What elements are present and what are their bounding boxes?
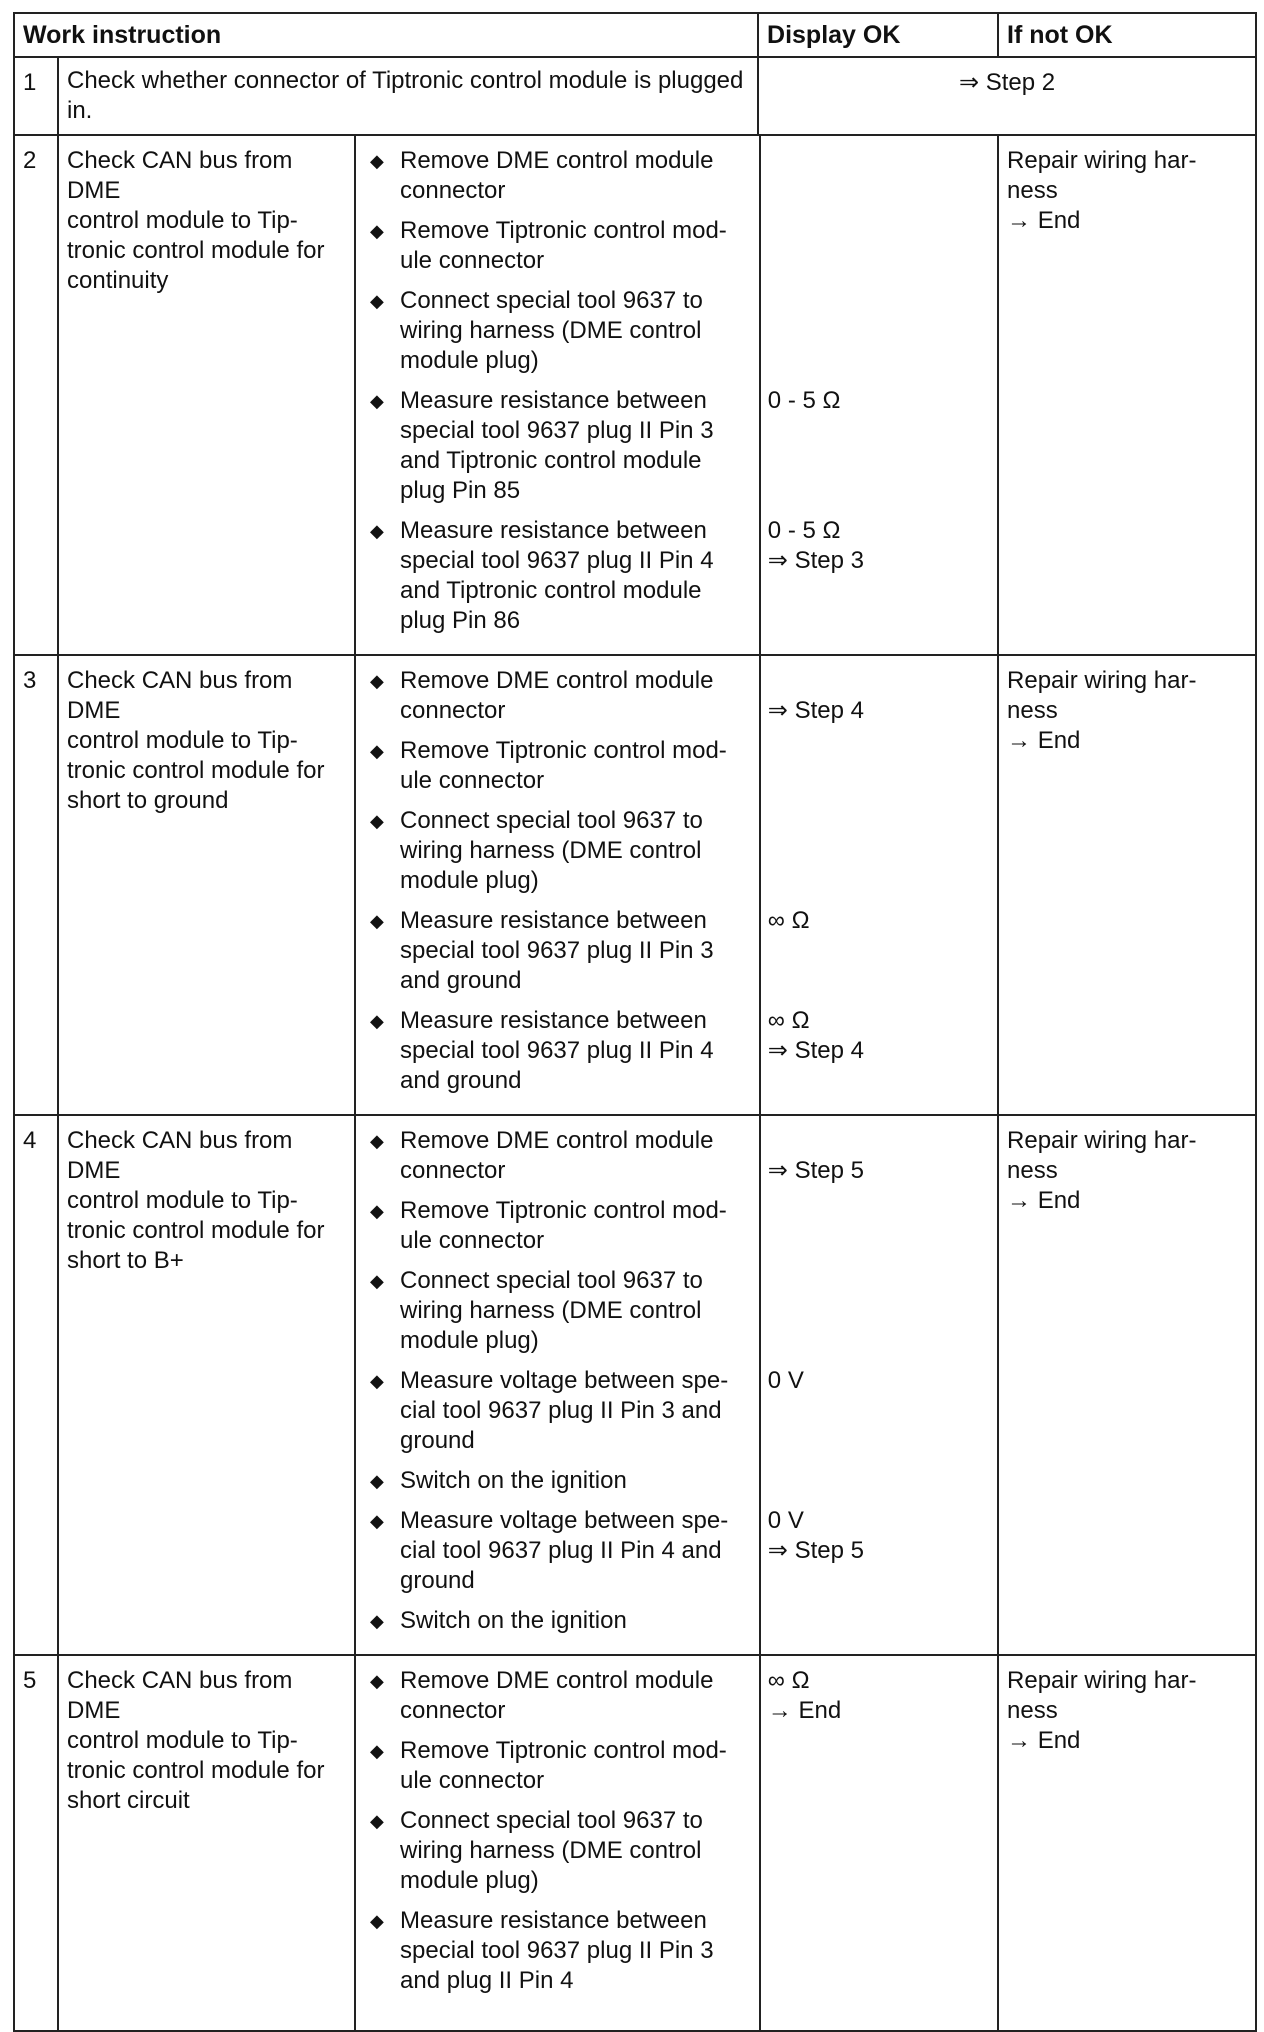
action-display-ok <box>758 146 997 206</box>
action-item <box>356 1906 997 1996</box>
bullet-icon: ◆ <box>370 671 384 691</box>
step-if-not-ok: Repair wiring har- ness → End <box>998 135 1256 655</box>
bullet-icon: ◆ <box>370 741 384 761</box>
step-check-text: Check CAN bus from DME control module to Tip- tronic control module for short to B+ <box>58 1115 355 1655</box>
action-label: Connect special tool 9637 to wiring harness (DME control module plug) <box>400 807 703 894</box>
action-display-ok <box>758 1906 997 1996</box>
action-text <box>356 1196 758 1256</box>
step-if-not-ok: Repair wiring har- ness → End <box>998 655 1256 1115</box>
action-text <box>356 386 758 506</box>
bullet-icon: ◆ <box>370 1271 384 1291</box>
action-text <box>356 1666 758 1726</box>
action-display-ok <box>758 286 997 376</box>
action-label: Remove DME control module connector <box>400 667 714 724</box>
action-item <box>356 1126 997 1186</box>
action-item <box>356 516 997 636</box>
action-display-ok: 0 V ⇒ Step 5 <box>767 1507 864 1564</box>
bullet-icon: ◆ <box>370 1201 384 1221</box>
table-row <box>14 1115 1256 1655</box>
action-display-ok <box>758 216 997 276</box>
bullet-icon: ◆ <box>370 391 384 411</box>
bullet-icon: ◆ <box>370 1741 384 1761</box>
action-label: Connect special tool 9637 to wiring harness (DME control module plug) <box>400 1807 703 1894</box>
action-item <box>356 1666 997 1726</box>
bullet-icon: ◆ <box>370 911 384 931</box>
step-display-ok: ⇒ Step 2 <box>758 57 1256 135</box>
work-instruction-table <box>13 12 1255 1994</box>
bullet-icon: ◆ <box>370 151 384 171</box>
action-item <box>356 286 997 376</box>
action-item <box>356 146 997 206</box>
action-item <box>356 1606 997 1636</box>
action-text <box>356 666 758 726</box>
bullet-icon: ◆ <box>370 1511 384 1531</box>
step-actions <box>355 655 998 1115</box>
action-item <box>356 1806 997 1896</box>
action-label: Measure voltage between spe- cial tool 9637 plug II Pin 3 and ground <box>400 1367 729 1454</box>
action-item <box>356 1366 997 1456</box>
action-item <box>356 1006 997 1096</box>
action-display-ok <box>758 736 997 796</box>
action-label: Switch on the ignition <box>400 1607 627 1634</box>
action-display-ok: 0 V <box>767 1367 804 1394</box>
action-label: Connect special tool 9637 to wiring harness (DME control module plug) <box>400 1267 703 1354</box>
action-text <box>356 1506 758 1596</box>
action-label: Switch on the ignition <box>400 1467 627 1494</box>
action-display-ok <box>758 1466 997 1496</box>
bullet-icon: ◆ <box>370 1671 384 1691</box>
action-label: Measure resistance between special tool 9637 plug II Pin 3 and plug II Pin 4 <box>400 1907 714 1994</box>
step-number: 4 <box>14 1115 58 1655</box>
action-display-ok <box>758 1606 997 1636</box>
procedure-table <box>13 12 1257 2032</box>
step-actions <box>355 1655 998 2031</box>
table-row <box>14 135 1256 655</box>
action-display-ok <box>758 1806 997 1896</box>
bullet-icon: ◆ <box>370 1131 384 1151</box>
action-display-ok: ∞ Ω → End <box>767 1667 842 1724</box>
bullet-icon: ◆ <box>370 1471 384 1491</box>
action-label: Measure resistance between special tool 9637 plug II Pin 3 and ground <box>400 907 714 994</box>
action-item <box>356 216 997 276</box>
action-label: Remove DME control module connector <box>400 147 714 204</box>
bullet-icon: ◆ <box>370 521 384 541</box>
bullet-icon: ◆ <box>370 811 384 831</box>
action-item <box>356 736 997 796</box>
step-check-text: Check CAN bus from DME control module to Tip- tronic control module for short circuit <box>58 1655 355 2031</box>
action-label: Measure resistance between special tool 9637 plug II Pin 4 and ground <box>400 1007 714 1094</box>
action-display-ok <box>758 806 997 896</box>
action-item <box>356 1736 997 1796</box>
bullet-icon: ◆ <box>370 1611 384 1631</box>
action-item <box>356 666 997 726</box>
bullet-icon: ◆ <box>370 1371 384 1391</box>
action-display-ok: 0 - 5 Ω <box>767 387 841 414</box>
action-display-ok <box>758 1196 997 1256</box>
step-if-not-ok: Repair wiring har- ness → End <box>998 1115 1256 1655</box>
bullet-icon: ◆ <box>370 1911 384 1931</box>
step-check-text: Check CAN bus from DME control module to Tip- tronic control module for continuity <box>58 135 355 655</box>
table-row <box>14 655 1256 1115</box>
action-item <box>356 1266 997 1356</box>
action-display-ok: ∞ Ω <box>767 907 810 934</box>
action-text <box>356 1466 758 1496</box>
step-check-text: Check CAN bus from DME control module to Tip- tronic control module for short to ground <box>58 655 355 1115</box>
action-item <box>356 1466 997 1496</box>
step-number: 2 <box>14 135 58 655</box>
bullet-icon: ◆ <box>370 1811 384 1831</box>
action-text <box>356 286 758 376</box>
action-label: Connect special tool 9637 to wiring harness (DME control module plug) <box>400 287 703 374</box>
action-text <box>356 1006 758 1096</box>
action-text <box>356 1606 758 1636</box>
action-text <box>356 1736 758 1796</box>
step-number: 5 <box>14 1655 58 2031</box>
bullet-icon: ◆ <box>370 221 384 241</box>
action-text <box>356 806 758 896</box>
header-work-instruction: Work instruction <box>14 13 758 57</box>
action-label: Remove Tiptronic control mod- ule connector <box>400 1197 727 1254</box>
action-item <box>356 806 997 896</box>
action-label: Measure resistance between special tool 9637 plug II Pin 3 and Tiptronic control module plug Pin 85 <box>400 387 714 504</box>
action-text <box>356 516 758 636</box>
action-label: Remove Tiptronic control mod- ule connector <box>400 737 727 794</box>
bullet-icon: ◆ <box>370 1011 384 1031</box>
step-check-text: Check whether connector of Tiptronic control module is plugged in. <box>58 57 758 135</box>
action-display-ok: ∞ Ω ⇒ Step 4 <box>767 1007 864 1064</box>
action-display-ok: ⇒ Step 5 <box>767 1157 864 1184</box>
action-text <box>356 1266 758 1356</box>
action-text <box>356 1126 758 1186</box>
action-item <box>356 1506 997 1596</box>
action-text <box>356 216 758 276</box>
action-text <box>356 146 758 206</box>
table-row <box>14 57 1256 135</box>
table-row <box>14 1655 1256 2031</box>
action-item <box>356 1196 997 1256</box>
step-number: 3 <box>14 655 58 1115</box>
action-label: Remove Tiptronic control mod- ule connector <box>400 217 727 274</box>
action-display-ok: 0 - 5 Ω ⇒ Step 3 <box>767 517 864 574</box>
action-item <box>356 906 997 996</box>
action-label: Remove Tiptronic control mod- ule connector <box>400 1737 727 1794</box>
action-item <box>356 386 997 506</box>
action-display-ok <box>758 1266 997 1356</box>
step-number: 1 <box>14 57 58 135</box>
step-actions <box>355 1115 998 1655</box>
action-text <box>356 1806 758 1896</box>
action-text <box>356 1366 758 1456</box>
header-if-not-ok: If not OK <box>998 13 1256 57</box>
step-actions <box>355 135 998 655</box>
bullet-icon: ◆ <box>370 291 384 311</box>
action-label: Measure resistance between special tool 9637 plug II Pin 4 and Tiptronic control module plug Pin 86 <box>400 517 714 634</box>
action-label: Measure voltage between spe- cial tool 9637 plug II Pin 4 and ground <box>400 1507 729 1594</box>
action-display-ok: ⇒ Step 4 <box>767 697 864 724</box>
action-text <box>356 736 758 796</box>
action-display-ok <box>758 1736 997 1796</box>
action-label: Remove DME control module connector <box>400 1127 714 1184</box>
step-if-not-ok: Repair wiring har- ness → End <box>998 1655 1256 2031</box>
header-display-ok: Display OK <box>758 13 998 57</box>
action-label: Remove DME control module connector <box>400 1667 714 1724</box>
action-text <box>356 1906 758 1996</box>
action-text <box>356 906 758 996</box>
header-row <box>14 13 1256 57</box>
